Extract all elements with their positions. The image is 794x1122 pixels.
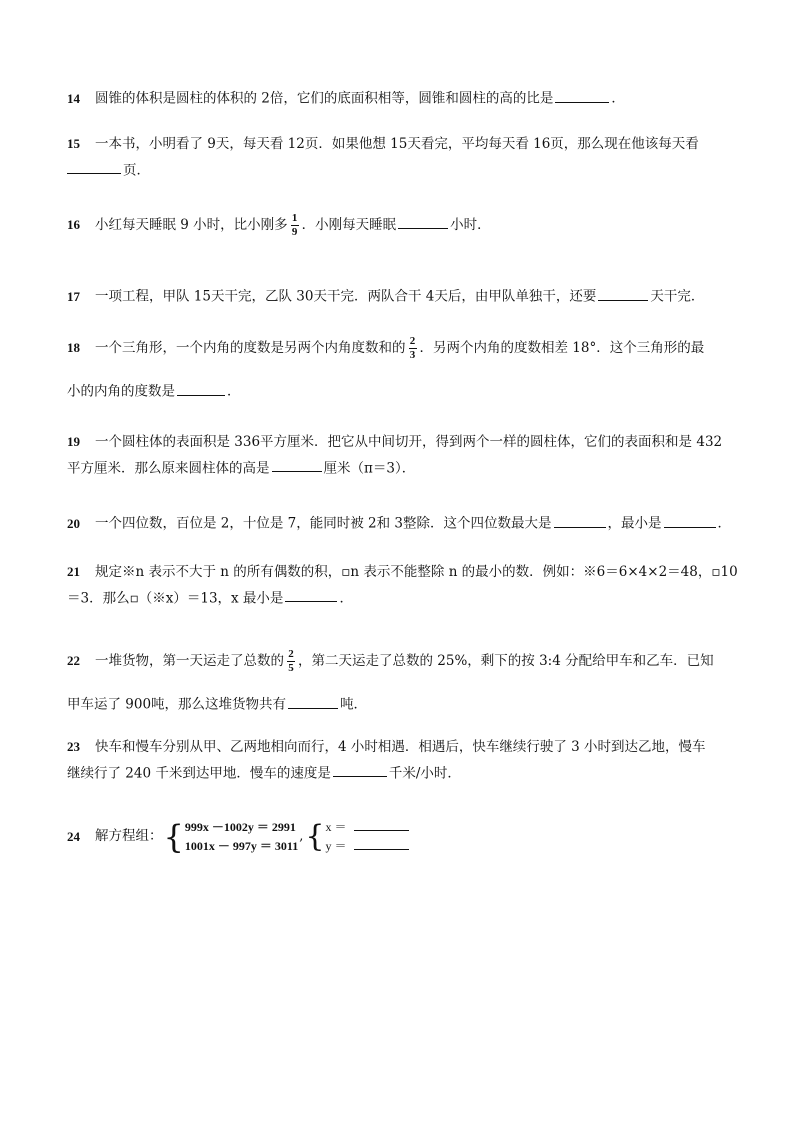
question-23 [67, 740, 737, 781]
question-22 [67, 649, 737, 712]
question-text: 一堆货物，第一天运走了总数的 [95, 653, 284, 669]
answer-blank[interactable] [272, 458, 322, 473]
question-19 [67, 435, 737, 476]
question-number: 23 [67, 739, 80, 754]
question-number: 24 [67, 829, 80, 845]
answer-blank[interactable] [333, 763, 387, 778]
question-text: ，第二天运走了总数的 25%，剩下的按 3:4 分配给甲车和乙车．已知 [298, 653, 714, 669]
question-text-end: ． [339, 590, 353, 606]
question-20 [67, 513, 737, 531]
answer-blank[interactable] [177, 381, 225, 396]
answer-blank-x[interactable] [354, 819, 409, 831]
question-number: 16 [67, 217, 80, 232]
solution-system [304, 818, 409, 855]
answer-blank-min[interactable] [664, 513, 716, 528]
answer-blank[interactable] [67, 160, 121, 175]
question-17 [67, 286, 737, 304]
question-text: 规定※n 表示不大于 n 的所有偶数的积，▫n 表示不能整除 n 的最小的数．例如：※6＝6×4×2＝48，▫10 [95, 564, 738, 580]
answer-blank-max[interactable] [554, 513, 606, 528]
question-text-end: 吨． [340, 696, 368, 713]
question-text: 解方程组： [95, 827, 163, 844]
question-text-end: ． [611, 90, 625, 107]
question-text: 一本书，小明看了 9天，每天看 12页．如果他想 15天看完，平均每天看 16页，那么现在他该每天看 [95, 136, 699, 152]
left-brace: { [163, 817, 184, 856]
question-number: 20 [67, 515, 80, 531]
question-24: 24 解方程组： { 999x －1002y ＝ 2991 1001x － 997y ＝ 3011 , { x ＝ y ＝ [67, 818, 737, 855]
question-text: ．小刚每天睡眠 [301, 217, 397, 233]
question-text: 一个四位数，百位是 2，十位是 7，能同时被 2和 3整除．这个四位数最大是 [95, 515, 552, 532]
equation-system [163, 818, 299, 855]
question-text: 快车和慢车分别从甲、乙两地相向而行，4 小时相遇．相遇后，快车继续行驶了 3 小时到达乙地，慢车 [95, 739, 706, 755]
question-text: 甲车运了 900吨，那么这堆货物共有 [67, 696, 287, 713]
answer-blank-y[interactable] [354, 838, 409, 850]
question-text: ，最小是 [607, 515, 662, 532]
question-number: 15 [67, 136, 80, 151]
fraction: $\frac{2}{3}$ [409, 335, 416, 361]
left-brace: { [305, 818, 325, 854]
question-21 [67, 565, 737, 606]
question-number: 18 [67, 340, 80, 355]
question-number: 17 [67, 288, 80, 304]
question-text: 平方厘米．那么原来圆柱体的高是 [67, 460, 270, 476]
question-number: 21 [67, 564, 80, 579]
answer-blank[interactable] [398, 215, 448, 230]
question-number: 14 [67, 90, 80, 106]
question-text-end: 小时． [450, 217, 491, 233]
question-text: 一项工程，甲队 15天干完，乙队 30天干完．两队合干 4天后，由甲队单独干，还要 [95, 288, 597, 305]
question-16 [67, 213, 737, 238]
question-text: 继续行了 240 千米到达甲地．慢车的速度是 [67, 765, 331, 781]
answer-blank[interactable] [288, 694, 338, 709]
question-text: 圆锥的体积是圆柱的体积的 2倍，它们的底面积相等，圆锥和圆柱的高的比是 [95, 90, 554, 107]
answer-blank[interactable] [285, 588, 337, 603]
question-number: 19 [67, 434, 80, 449]
question-text: 一个圆柱体的表面积是 336平方厘米．把它从中间切开，得到两个一样的圆柱体，它们的表面积和是 432 [95, 434, 723, 450]
solution-x-label: x ＝ [325, 820, 347, 834]
question-text-end: 天干完． [650, 288, 705, 305]
question-text-end: ． [227, 383, 241, 400]
question-text: 小红每天睡眠 9 小时，比小刚多 [95, 217, 288, 233]
question-text: 小的内角的度数是 [67, 383, 175, 400]
fraction: $\frac{2}{5}$ [288, 648, 294, 674]
question-14 [67, 88, 737, 106]
solution-y-label: y ＝ [325, 838, 347, 853]
answer-blank[interactable] [555, 88, 609, 103]
question-text-end: 千米/小时． [388, 765, 461, 781]
equation-2: 1001x － 997y ＝ 3011 [184, 838, 299, 853]
equation-1: 999x －1002y ＝ 2991 [184, 820, 296, 834]
question-text: 一个三角形，一个内角的度数是另两个内角度数和的 [95, 340, 406, 356]
question-number: 22 [67, 653, 80, 668]
question-text: ＝3．那么▫（※x）＝13，x 最小是 [67, 590, 284, 606]
question-15 [67, 137, 737, 178]
question-text-end: ． [717, 515, 732, 532]
question-text: ．另两个内角的度数相差 18°．这个三角形的最 [419, 340, 705, 356]
question-18 [67, 336, 737, 399]
answer-blank[interactable] [598, 286, 648, 301]
question-text-end: 页． [123, 162, 150, 178]
fraction: $\frac{1}{9}$ [291, 212, 298, 238]
question-text-end: 厘米（π＝3）． [323, 460, 416, 476]
